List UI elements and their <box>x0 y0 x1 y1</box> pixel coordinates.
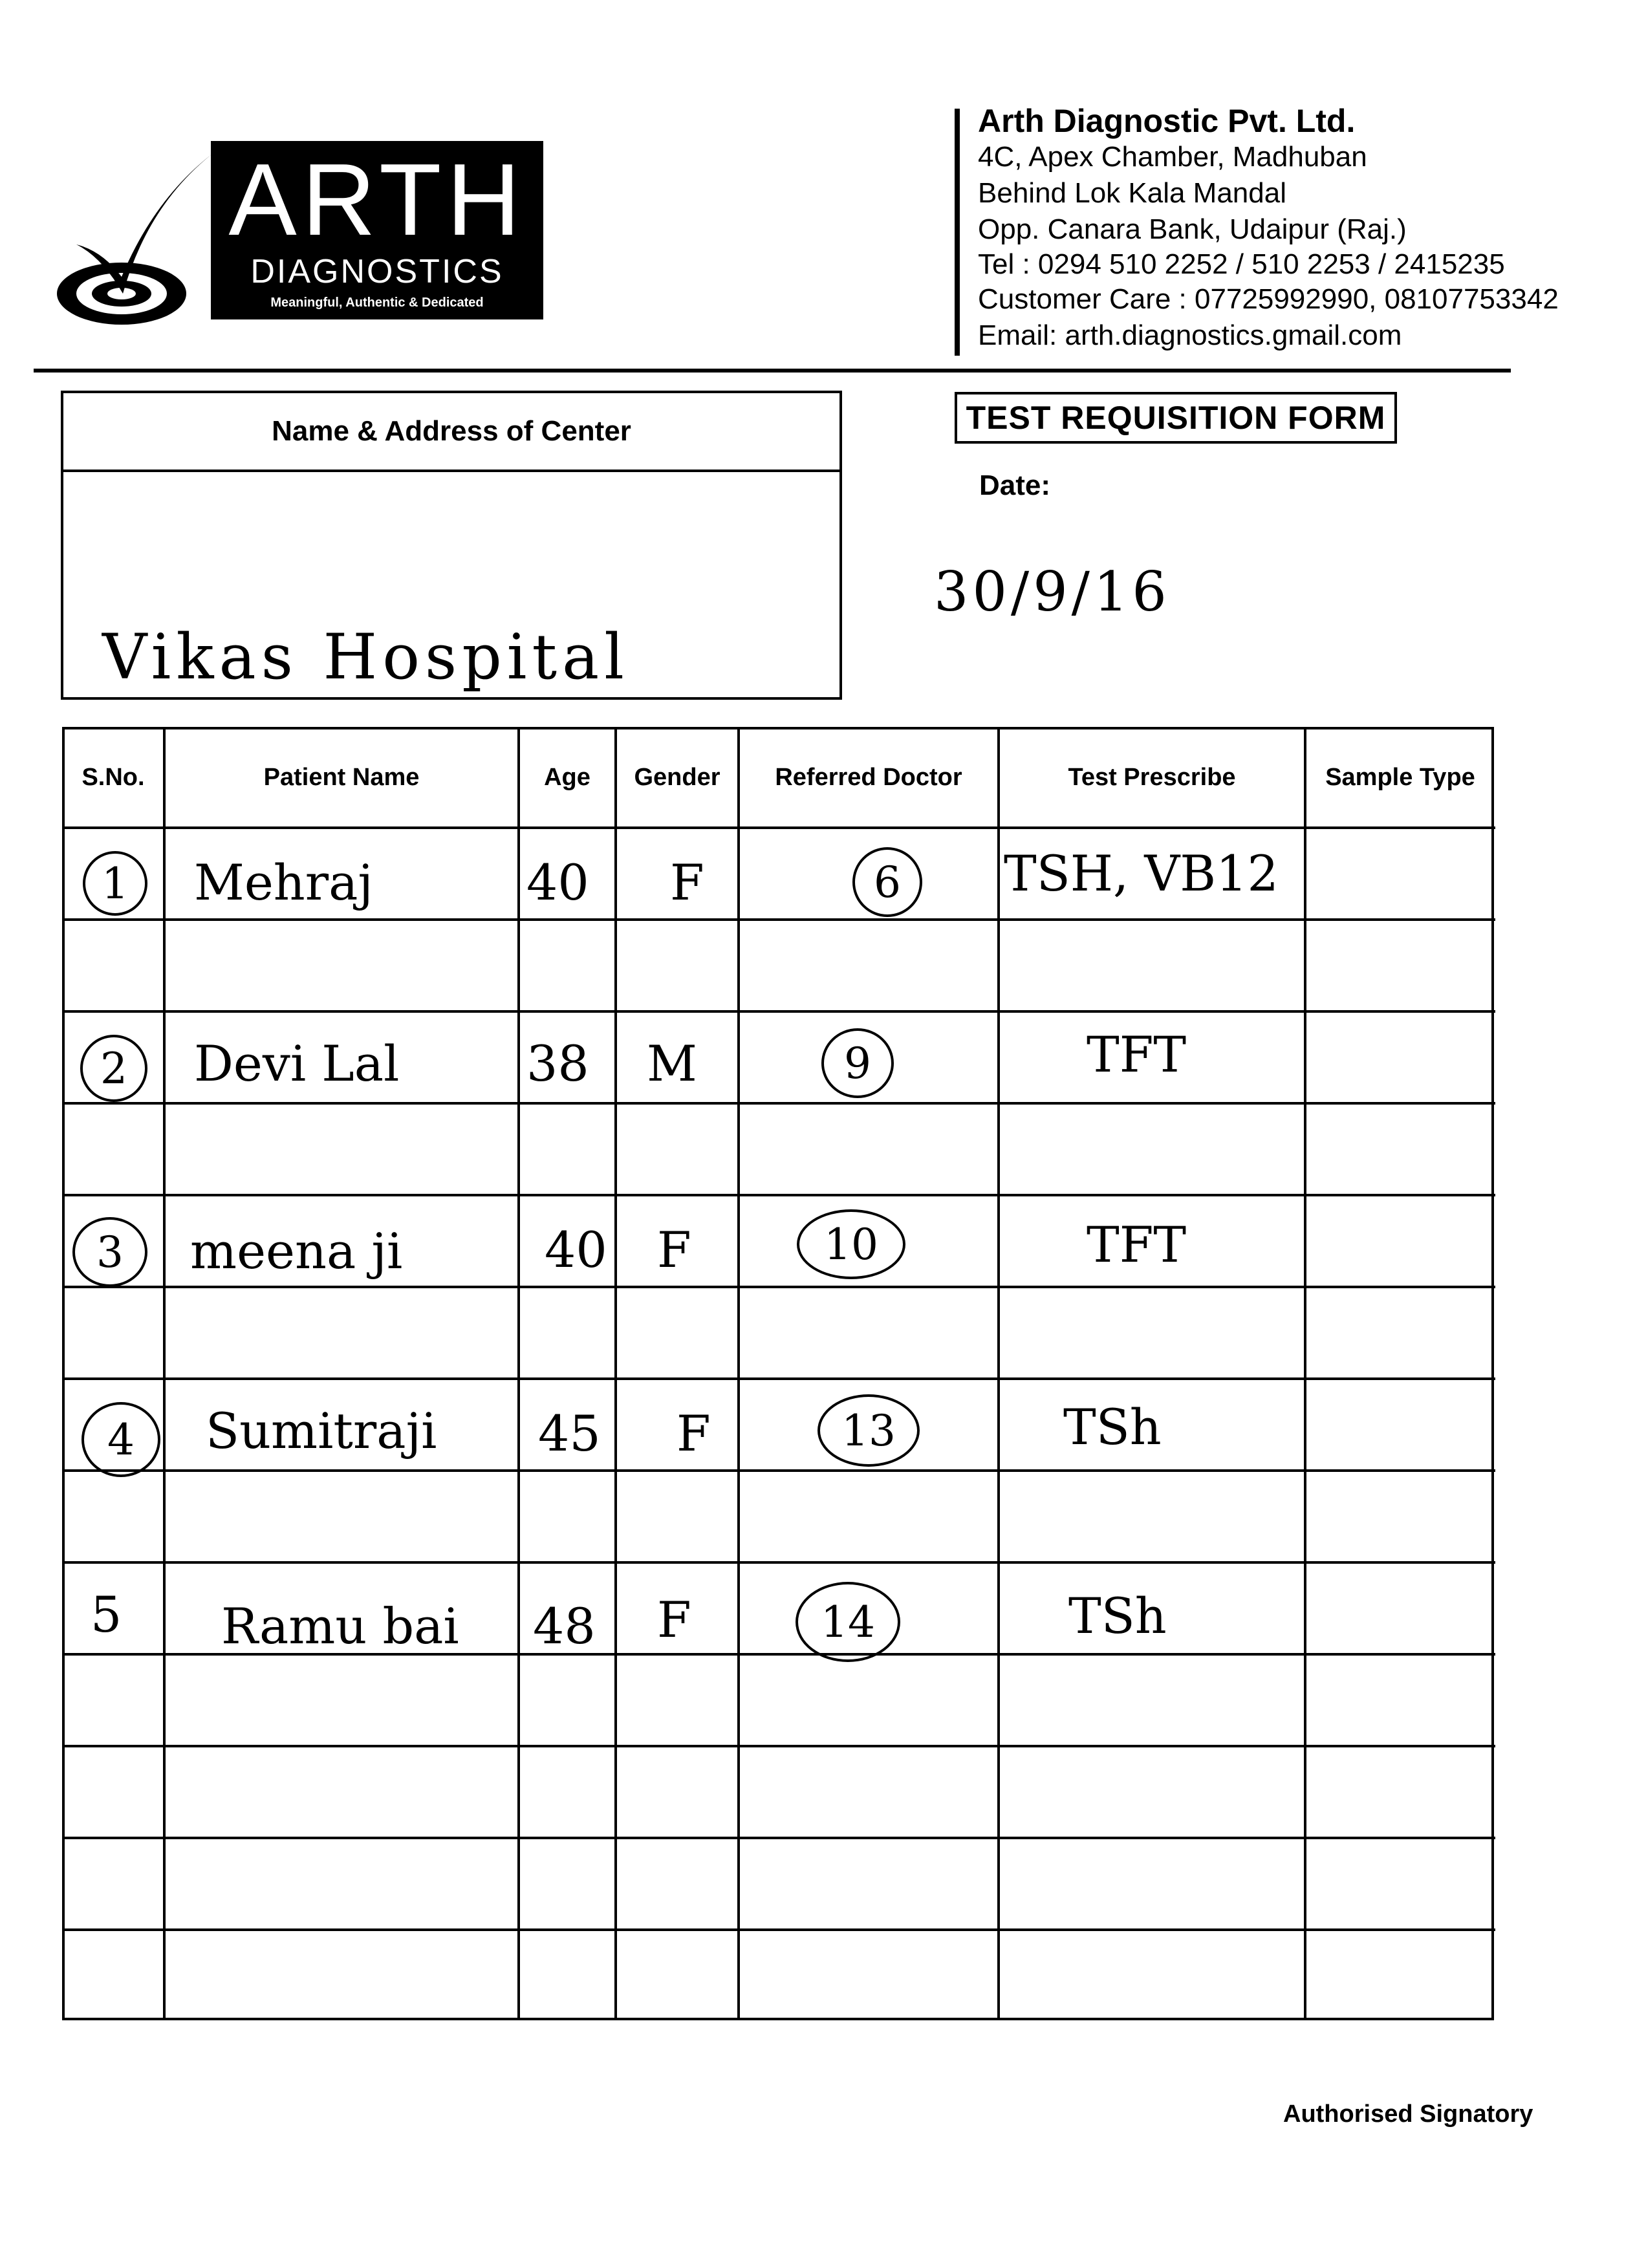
row-4-gender: F <box>677 1405 711 1462</box>
center-box <box>61 391 842 700</box>
date-value: 30/9/16 <box>934 560 1171 623</box>
address-line-1: 4C, Apex Chamber, Madhuban <box>978 141 1367 173</box>
requisition-table-grid <box>62 727 1495 2025</box>
row-3-doctor: 10 <box>797 1209 905 1279</box>
header-gender: Gender <box>634 763 720 791</box>
header-rule <box>34 369 1511 373</box>
row-2-patient-name: Devi Lal <box>194 1035 400 1092</box>
row-1-age: 40 <box>526 854 589 911</box>
row-5-gender: F <box>657 1591 691 1648</box>
row-4-test: TSh <box>1063 1398 1162 1456</box>
header-referred-doctor: Referred Doctor <box>775 763 962 791</box>
header-test-prescribe: Test Prescribe <box>1068 763 1236 791</box>
row-5-patient-name: Ramu bai <box>221 1597 459 1655</box>
row-3-test: TFT <box>1087 1216 1187 1273</box>
address-line-2: Behind Lok Kala Mandal <box>978 177 1286 209</box>
row-5-sno: 5 <box>91 1586 122 1643</box>
row-1-sno: 1 <box>83 851 147 916</box>
center-name-value: Vikas Hospital <box>102 621 629 693</box>
row-2-test: TFT <box>1087 1026 1187 1083</box>
row-2-age: 38 <box>526 1035 589 1092</box>
row-4-patient-name: Sumitraji <box>206 1402 437 1460</box>
customer-care-line: Customer Care : 07725992990, 08107753342 <box>978 283 1559 315</box>
row-1-doctor: 6 <box>852 847 922 917</box>
logo-tagline: Meaningful, Authentic & Dedicated <box>270 296 484 310</box>
phone-line: Tel : 0294 510 2252 / 510 2253 / 2415235 <box>978 248 1505 280</box>
authorised-signatory: Authorised Signatory <box>1283 2101 1533 2128</box>
row-5-doctor: 14 <box>796 1582 900 1662</box>
row-4-age: 45 <box>538 1405 601 1462</box>
row-2-doctor: 9 <box>821 1028 894 1098</box>
address-line-3: Opp. Canara Bank, Udaipur (Raj.) <box>978 213 1407 245</box>
info-divider <box>955 109 960 356</box>
email-line: Email: arth.diagnostics.gmail.com <box>978 319 1402 351</box>
form-title: TEST REQUISITION FORM <box>955 392 1397 444</box>
row-1-test: TSH, VB12 <box>1004 845 1279 902</box>
row-5-test: TSh <box>1068 1587 1167 1645</box>
date-label: Date: <box>979 470 1051 501</box>
row-5-age: 48 <box>533 1597 596 1655</box>
row-2-gender: M <box>647 1035 697 1092</box>
row-2-sno: 2 <box>80 1035 147 1102</box>
logo <box>211 141 543 319</box>
header-sample-type: Sample Type <box>1325 763 1475 791</box>
row-3-sno: 3 <box>72 1217 147 1287</box>
target-checkmark-icon <box>50 147 219 329</box>
logo-sub-text: DIAGNOSTICS <box>250 253 504 290</box>
header-patient-name: Patient Name <box>263 763 420 791</box>
header-sno: S.No. <box>81 763 145 791</box>
row-4-doctor: 13 <box>817 1394 920 1467</box>
row-3-gender: F <box>657 1221 691 1279</box>
company-name: Arth Diagnostic Pvt. Ltd. <box>978 103 1356 139</box>
center-heading: Name & Address of Center <box>63 393 839 472</box>
row-3-age: 40 <box>545 1221 607 1279</box>
row-3-patient-name: meena ji <box>190 1222 403 1280</box>
header-age: Age <box>544 763 590 791</box>
logo-main-text: ARTH <box>228 143 526 257</box>
row-1-patient-name: Mehraj <box>194 854 373 911</box>
row-4-sno: 4 <box>81 1402 160 1477</box>
row-1-gender: F <box>670 854 704 911</box>
